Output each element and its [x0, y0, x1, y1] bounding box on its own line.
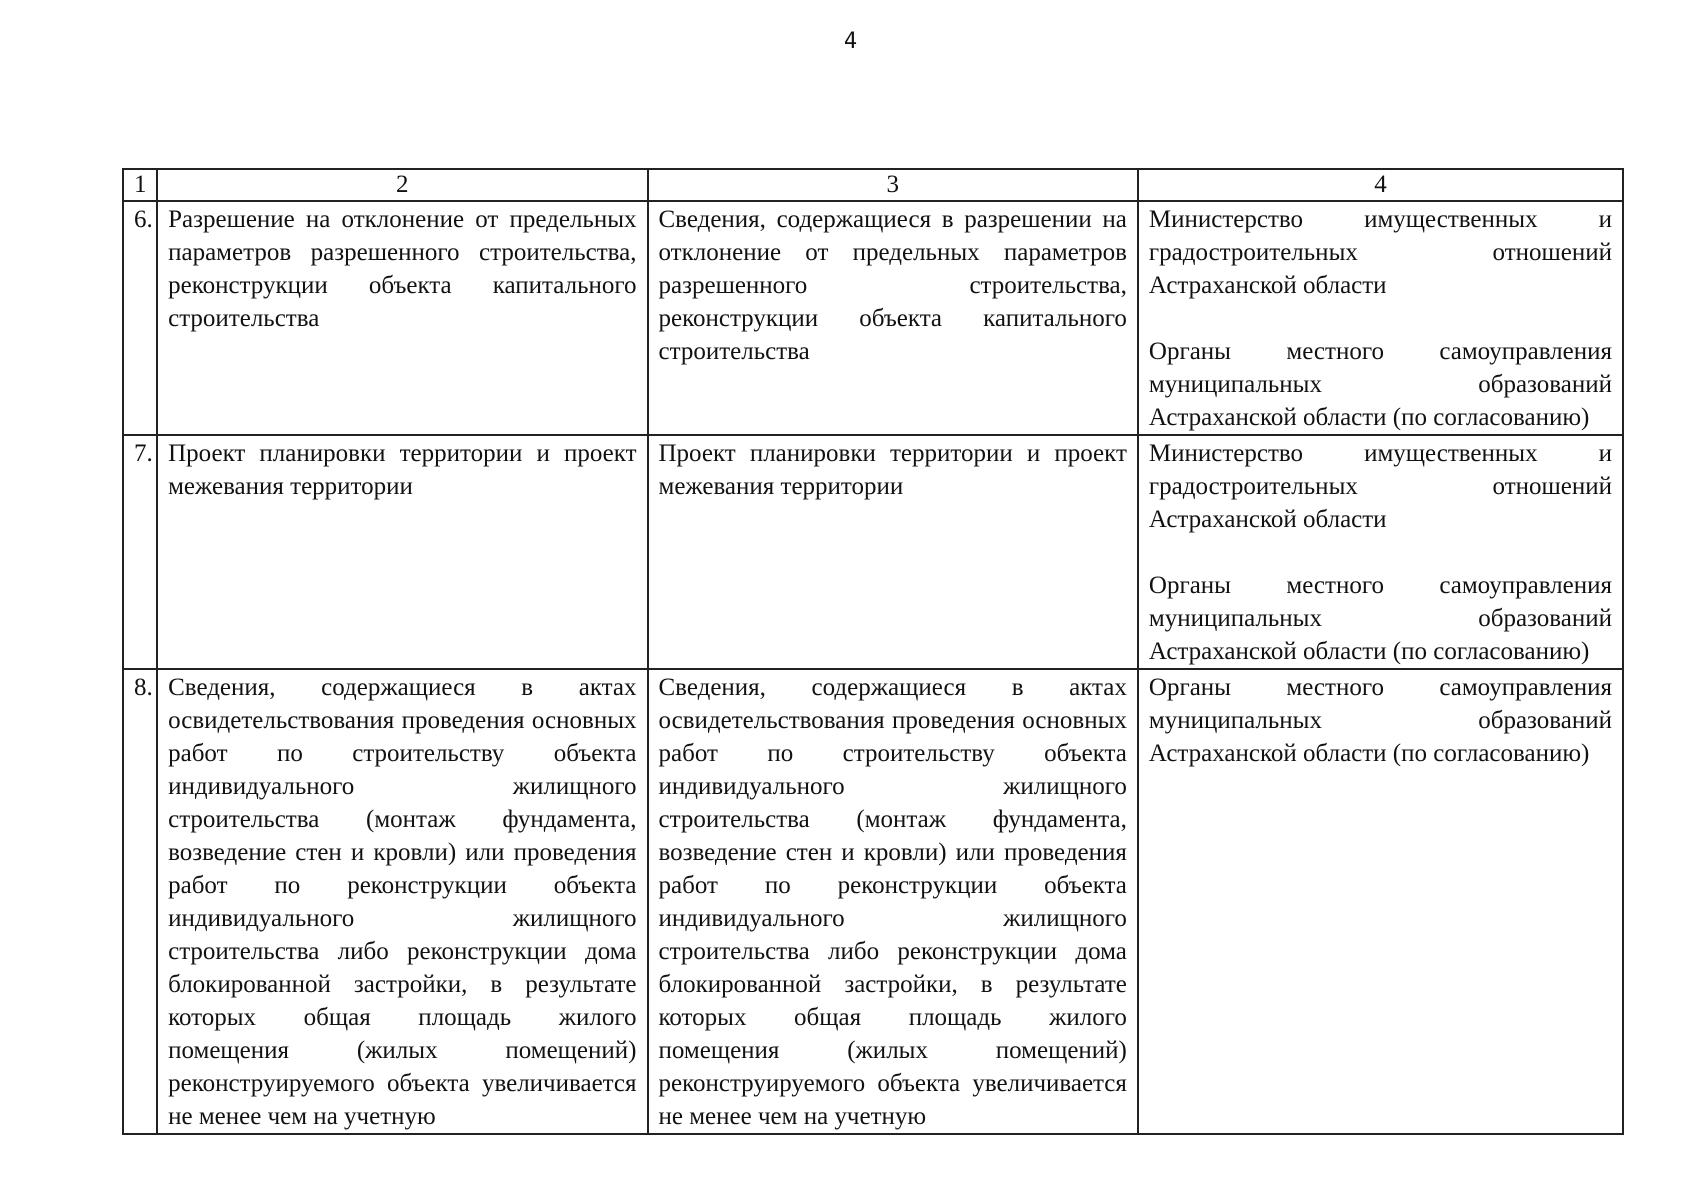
document-table — [122, 168, 1624, 1135]
header-cell-1: 1 — [123, 169, 157, 201]
responsible-body-paragraph: Министерство имущественных и градостроительных отношений Астраханской области — [1148, 440, 1612, 533]
information-cell: Сведения, содержащиеся в актах освидетельствования проведения основных работ по строительству объекта индивидуального жилищного строительства (монтаж фундамента, возведение стен и кровли) или проведения работ по реконструкции объекта индивидуального жилищного строительства либо реконструкции дома блокированной застройки, в результате которых общая площадь жилого помещения (жилых помещений) реконструируемого объекта увеличивается не менее чем на учетную — [648, 669, 1138, 1134]
document-name-cell: Проект планировки территории и проект межевания территории — [157, 435, 647, 669]
header-cell-3: 3 — [648, 169, 1138, 201]
responsible-body-paragraph: Министерство имущественных и градостроительных отношений Астраханской области — [1148, 206, 1612, 299]
table-row — [123, 669, 1623, 1134]
responsible-body-paragraph: Органы местного самоуправления муниципальных образований Астраханской области (по согласованию) — [1148, 572, 1612, 665]
document-name-cell: Разрешение на отклонение от предельных параметров разрешенного строительства, реконструкции объекта капитального строительства — [157, 201, 647, 435]
information-cell: Проект планировки территории и проект межевания территории — [648, 435, 1138, 669]
table-row — [123, 201, 1623, 435]
header-cell-2: 2 — [157, 169, 647, 201]
row-number: 6. — [123, 201, 157, 435]
responsible-body-paragraph: Органы местного самоуправления муниципальных образований Астраханской области (по согласованию) — [1148, 338, 1612, 431]
table-row — [123, 435, 1623, 669]
responsible-body-cell — [1138, 435, 1623, 669]
responsible-body-cell — [1138, 669, 1623, 1134]
responsible-body-paragraph: Органы местного самоуправления муниципальных образований Астраханской области (по согласованию) — [1148, 674, 1612, 767]
row-number: 7. — [123, 435, 157, 669]
table-header-row — [123, 169, 1623, 201]
document-name-cell: Сведения, содержащиеся в актах освидетельствования проведения основных работ по строительству объекта индивидуального жилищного строительства (монтаж фундамента, возведение стен и кровли) или проведения работ по реконструкции объекта индивидуального жилищного строительства либо реконструкции дома блокированной застройки, в результате которых общая площадь жилого помещения (жилых помещений) реконструируемого объекта увеличивается не менее чем на учетную — [157, 669, 647, 1134]
information-cell: Сведения, содержащиеся в разрешении на отклонение от предельных параметров разрешенного строительства, реконструкции объекта капитального строительства — [648, 201, 1138, 435]
header-cell-4: 4 — [1138, 169, 1623, 201]
responsible-body-cell — [1138, 201, 1623, 435]
page-number: 4 — [843, 29, 858, 54]
row-number: 8. — [123, 669, 157, 1134]
